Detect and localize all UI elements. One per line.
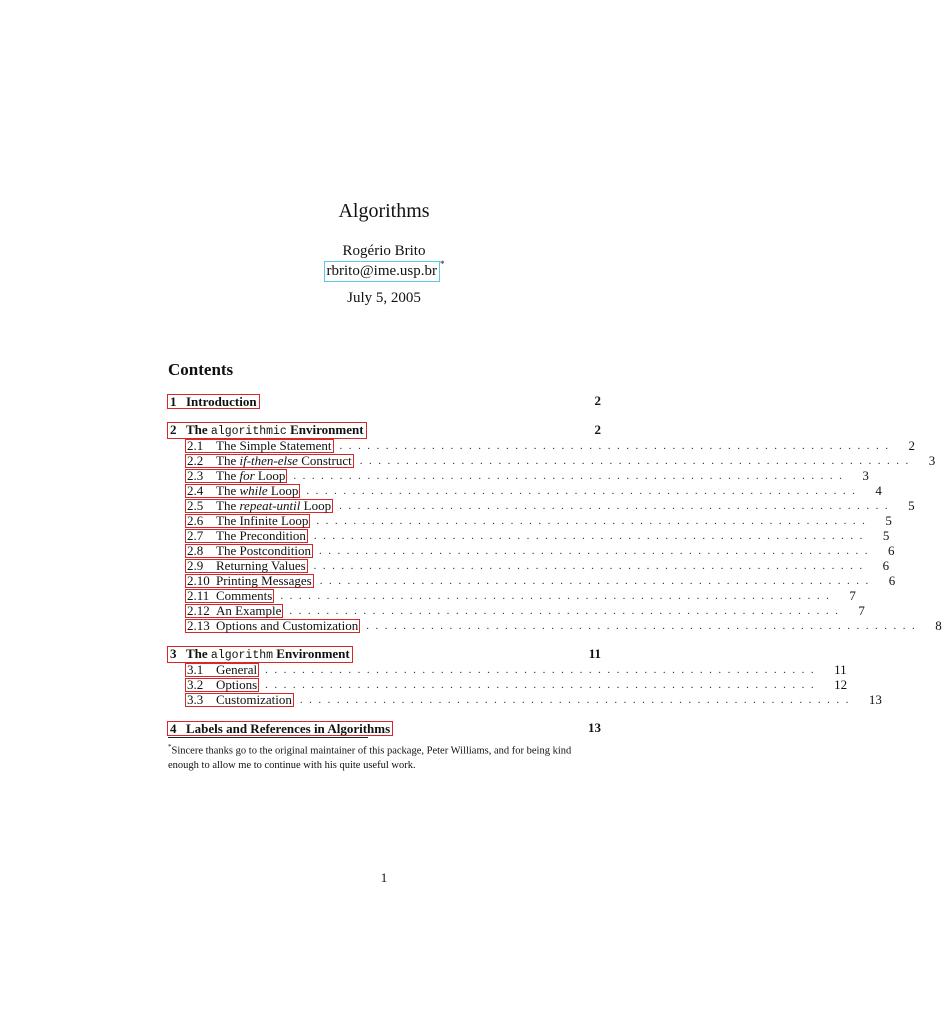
toc-subsection-link[interactable]: [185, 544, 313, 558]
subsection-title-part: for: [239, 467, 255, 483]
leader-dots: ............................................................: [265, 678, 821, 691]
footnote-rule: [168, 737, 368, 738]
toc-subsection-link[interactable]: [185, 454, 354, 468]
subsection-title-part: General: [216, 661, 258, 677]
footnote-mark: *: [168, 743, 172, 751]
toc-subsection-row: [167, 482, 882, 498]
section-title-part: Environment: [273, 645, 350, 661]
section-title-part: Environment: [286, 421, 364, 437]
email-row: [0, 261, 768, 282]
leader-dots: ............................................................: [299, 693, 855, 706]
toc-subsection-row: [167, 587, 856, 603]
toc-subsection-row: [167, 467, 869, 483]
author-name: Rogério Brito: [342, 243, 426, 259]
subsection-page-number: 6: [887, 542, 895, 558]
toc-subsection-row: [167, 602, 865, 618]
subsection-number: 2.13: [187, 617, 210, 633]
toc-subsection-row: [167, 437, 916, 453]
leader-dots: ............................................................: [366, 619, 922, 632]
section-page-number: 2: [594, 422, 601, 437]
subsection-number: 3.1: [187, 661, 204, 677]
subsection-title-part: Options and Customization: [216, 617, 359, 633]
subsection-page-number: 6: [882, 557, 890, 573]
contents-heading: Contents: [168, 360, 234, 379]
section-gap: [167, 633, 601, 645]
subsection-number: 2.8: [187, 542, 204, 558]
subsection-title-part: Loop: [254, 467, 286, 483]
toc-subsection-row: [167, 542, 895, 558]
toc-subsection-row: [167, 617, 942, 633]
toc-subsection-link[interactable]: [185, 574, 314, 588]
toc-section-link[interactable]: [167, 394, 260, 409]
toc-subsection-link[interactable]: [185, 514, 310, 528]
toc-subsection-row: [167, 572, 896, 588]
section-page-number: 11: [588, 646, 601, 661]
leader-dots: ............................................................: [289, 604, 845, 617]
subsection-page-number: 11: [834, 661, 847, 677]
subsection-number: 3.2: [187, 676, 204, 692]
leader-dots: ............................................................: [339, 499, 895, 512]
subsection-number: 2.6: [187, 512, 204, 528]
toc-section-row: [167, 422, 601, 438]
leader-dots: ............................................................: [339, 439, 895, 452]
footnote: [168, 740, 602, 773]
subsection-number: 2.4: [187, 482, 204, 498]
toc-subsection-row: [167, 452, 936, 468]
leader-dots: ............................................................: [359, 454, 915, 467]
toc-subsection-row: [167, 691, 882, 707]
subsection-page-number: 7: [858, 602, 865, 618]
subsection-title-part: An Example: [216, 602, 282, 618]
leader-dots: ............................................................: [318, 544, 874, 557]
subsection-page-number: 4: [875, 482, 882, 498]
subsection-title-part: Returning Values: [216, 557, 306, 573]
subsection-number: 2.11: [187, 587, 210, 603]
leader-dots: ............................................................: [313, 559, 869, 572]
leader-dots: ............................................................: [313, 529, 869, 542]
leader-dots: ............................................................: [316, 514, 872, 527]
email-link[interactable]: rbrito@ime.usp.br: [324, 261, 440, 282]
section-title-part: Introduction: [186, 393, 257, 409]
toc-subsection-row: [167, 661, 847, 677]
leader-dots: ............................................................: [265, 663, 821, 676]
section-title-part: Labels and References in Algorithms: [186, 720, 391, 736]
toc-subsection-link[interactable]: [185, 484, 300, 498]
section-gap: [167, 707, 601, 719]
document-date: July 5, 2005: [347, 290, 421, 306]
subsection-page-number: 5: [885, 512, 892, 528]
toc-section-row: [167, 720, 601, 736]
subsection-title-part: Loop: [267, 482, 299, 498]
section-number: 3: [170, 645, 177, 661]
subsection-title-part: The: [216, 482, 240, 498]
subsection-title-part: Loop: [300, 497, 332, 513]
toc-subsection-link[interactable]: [185, 469, 287, 483]
table-of-contents: [167, 392, 942, 736]
section-title-part: algorithm: [210, 648, 274, 662]
subsection-title-part: The: [216, 497, 240, 513]
subsection-title-part: Options: [216, 676, 258, 692]
subsection-number: 3.3: [187, 691, 204, 707]
section-page-number: 2: [594, 393, 601, 408]
toc-subsection-link[interactable]: [185, 693, 294, 707]
subsection-number: 2.5: [187, 497, 204, 513]
leader-dots: ............................................................: [306, 484, 862, 497]
leader-dots: ............................................................: [293, 469, 849, 482]
toc-section-row: [167, 646, 601, 662]
subsection-number: 2.9: [187, 557, 204, 573]
subsection-number: 2.2: [187, 452, 204, 468]
subsection-title-part: if-then-else: [239, 452, 298, 468]
subsection-number: 2.1: [187, 437, 204, 453]
email-footnote-mark[interactable]: *: [439, 259, 445, 269]
subsection-title-part: The Simple Statement: [216, 437, 332, 453]
subsection-number: 2.10: [187, 572, 210, 588]
subsection-title-part: The Postcondition: [216, 542, 311, 558]
section-gap: [167, 409, 601, 421]
subsection-page-number: 12: [834, 676, 848, 692]
toc-subsection-row: [167, 527, 890, 543]
subsection-title-part: while: [239, 482, 268, 498]
toc-subsection-link[interactable]: [185, 619, 360, 633]
toc-subsection-link[interactable]: [185, 499, 333, 513]
toc-subsection-link[interactable]: [185, 678, 259, 692]
subsection-title-part: The Infinite Loop: [216, 512, 309, 528]
subsection-title-part: Customization: [216, 691, 292, 707]
toc-subsection-link[interactable]: [185, 439, 334, 453]
page-number: 1: [380, 870, 388, 885]
toc-section-link[interactable]: [167, 646, 353, 663]
subsection-number: 2.3: [187, 467, 204, 483]
subsection-page-number: 6: [888, 572, 896, 588]
toc-subsection-link[interactable]: [185, 529, 308, 543]
footnote-text: Sincere thanks go to the original maintainer of this package, Peter Williams, and for being kind enough to allow me to continue with his quite useful work.: [168, 745, 572, 771]
leader-dots: ............................................................: [319, 574, 875, 587]
subsection-title-part: The: [216, 467, 240, 483]
subsection-page-number: 13: [868, 691, 882, 707]
toc-subsection-link[interactable]: [185, 604, 283, 618]
subsection-number: 2.12: [187, 602, 210, 618]
subsection-page-number: 7: [849, 587, 856, 603]
subsection-title-part: The Precondition: [216, 527, 306, 543]
subsection-page-number: 5: [882, 527, 890, 543]
subsection-page-number: 8: [935, 617, 942, 633]
leader-dots: ............................................................: [280, 589, 836, 602]
toc-subsection-row: [167, 676, 848, 692]
subsection-number: 2.7: [187, 527, 204, 543]
toc-section-link[interactable]: [167, 721, 393, 736]
toc-subsection-link[interactable]: [185, 663, 259, 677]
toc-subsection-row: [167, 512, 892, 528]
subsection-title-part: Comments: [216, 587, 273, 603]
subsection-title-part: The: [216, 452, 240, 468]
section-title-part: algorithmic: [210, 424, 287, 438]
subsection-title-part: Construct: [297, 452, 352, 468]
document-title: Algorithms: [338, 200, 430, 222]
section-number: 1: [170, 393, 177, 409]
toc-section-link[interactable]: [167, 422, 367, 439]
subsection-title-part: Printing Messages: [216, 572, 312, 588]
section-number: 4: [170, 720, 177, 736]
subsection-page-number: 5: [908, 497, 915, 513]
section-title-part: The: [186, 645, 211, 661]
toc-subsection-row: [167, 497, 915, 513]
toc-subsection-link[interactable]: [185, 589, 274, 603]
subsection-title-part: repeat-until: [239, 497, 301, 513]
section-page-number: 13: [588, 720, 601, 735]
subsection-page-number: 3: [928, 452, 936, 468]
toc-subsection-link[interactable]: [185, 559, 308, 573]
toc-subsection-row: [167, 557, 890, 573]
section-title-part: The: [186, 421, 211, 437]
section-number: 2: [170, 421, 177, 437]
subsection-page-number: 3: [862, 467, 869, 483]
subsection-page-number: 2: [908, 437, 916, 453]
toc-section-row: [167, 393, 601, 409]
